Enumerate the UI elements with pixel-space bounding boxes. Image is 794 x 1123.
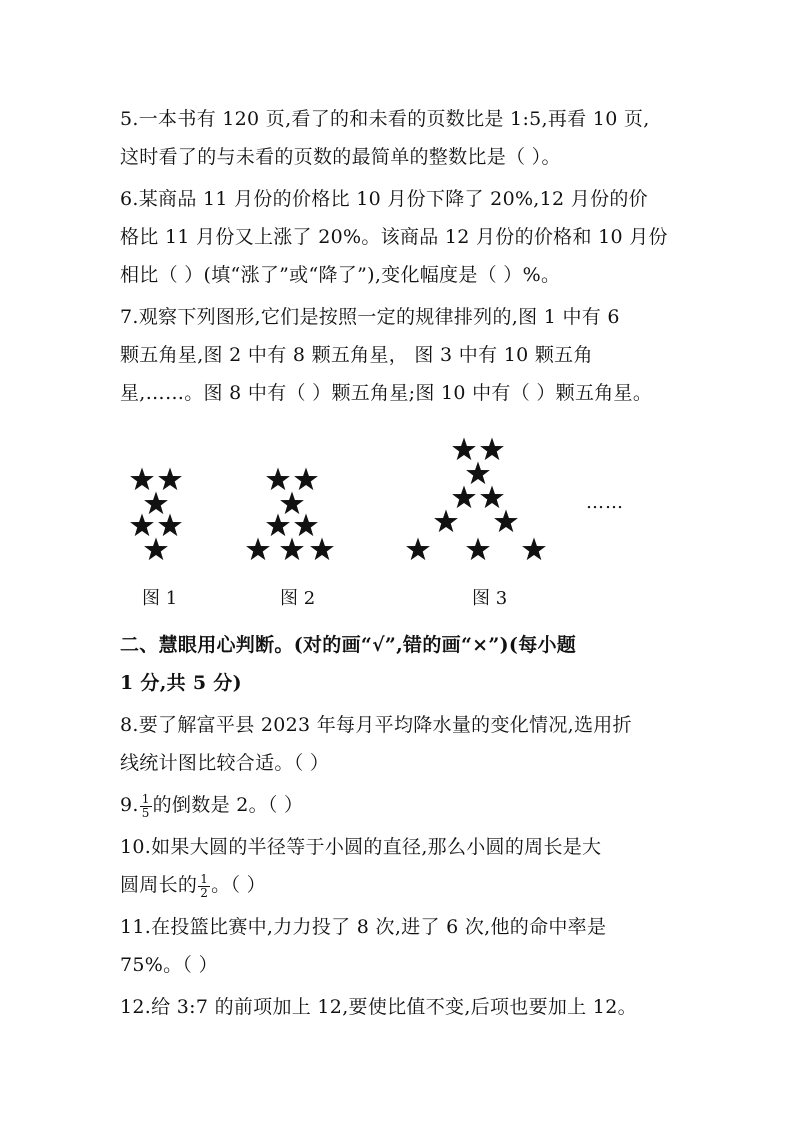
q9-fraction-numerator: 1 xyxy=(141,791,150,806)
q12-line-1: 12.给 3:7 的前项加上 12,要使比值不变,后项也要加上 12。 xyxy=(120,996,637,1018)
figure-label-2: 图 2 xyxy=(280,588,316,609)
q5-line-1: 5.一本书有 120 页,看了的和未看的页数比是 1:5,再看 10 页, xyxy=(120,108,650,130)
q10-line-2-prefix: 圆周长的 xyxy=(120,874,198,896)
star-icon xyxy=(246,538,270,561)
star-icon xyxy=(310,538,334,561)
figure-label-3: 图 3 xyxy=(472,588,508,609)
star-icon xyxy=(452,486,476,509)
star-icon xyxy=(406,538,430,561)
star-icon xyxy=(480,486,504,509)
q9-fraction-denominator: 5 xyxy=(141,805,150,820)
section-2-heading-line-2: 1 分,共 5 分) xyxy=(120,672,242,694)
star-icon xyxy=(158,468,182,491)
star-icon xyxy=(130,468,154,491)
q9-suffix: 的倒数是 2。（ ） xyxy=(152,794,304,816)
star-icon xyxy=(158,514,182,537)
q11-line-2: 75%。（ ） xyxy=(120,954,218,976)
q10-line-1: 10.如果大圆的半径等于小圆的直径,那么小圆的周长是大 xyxy=(120,836,602,858)
figure-label-1: 图 1 xyxy=(142,588,178,609)
star-icon xyxy=(494,510,518,533)
q10-fraction-numerator: 1 xyxy=(200,871,209,886)
star-icon xyxy=(144,492,168,515)
q8-line-1: 8.要了解富平县 2023 年每月平均降水量的变化情况,选用折 xyxy=(120,714,632,736)
q7-line-3: 星,……。图 8 中有（ ）颗五角星;图 10 中有（ ）颗五角星。 xyxy=(120,382,653,404)
star-icon xyxy=(294,514,318,537)
star-icon xyxy=(266,468,290,491)
q6-line-1: 6.某商品 11 月份的价格比 10 月份下降了 20%,12 月份的价 xyxy=(120,188,648,210)
q6-line-2: 格比 11 月份又上涨了 20%。该商品 12 月份的价格和 10 月份 xyxy=(120,226,668,248)
q10-fraction-denominator: 2 xyxy=(200,885,209,900)
q10-line-2 xyxy=(120,866,690,904)
star-icon xyxy=(130,514,154,537)
star-icon xyxy=(522,538,546,561)
section-2-heading-line-1: 二、慧眼用心判断。(对的画“√”,错的画“×”)(每小题 xyxy=(120,634,577,656)
star-icon xyxy=(280,492,304,515)
q9-fraction xyxy=(140,793,152,820)
worksheet-page-lower xyxy=(120,626,690,1026)
star-icon xyxy=(452,438,476,461)
q7-line-1: 7.观察下列图形,它们是按照一定的规律排列的,图 1 中有 6 xyxy=(120,306,620,328)
star-icon xyxy=(466,462,490,485)
star-icon xyxy=(294,468,318,491)
q10-line-2-suffix: 。（ ） xyxy=(211,874,266,896)
q8-line-2: 线统计图比较合适。（ ） xyxy=(120,752,330,774)
star-pattern-figures xyxy=(120,436,680,616)
q11-line-1: 11.在投篮比赛中,力力投了 8 次,进了 6 次,他的命中率是 xyxy=(120,916,607,938)
star-icon xyxy=(144,538,168,561)
q6-line-3: 相比（ ）(填“涨了”或“降了”),变化幅度是（ ）%。 xyxy=(120,264,561,286)
star-icon xyxy=(434,510,458,533)
q9-prefix: 9. xyxy=(120,794,139,816)
q7-line-2: 颗五角星,图 2 中有 8 颗五角星， 图 3 中有 10 颗五角 xyxy=(120,344,593,366)
star-icon xyxy=(280,538,304,561)
star-icon xyxy=(266,514,290,537)
q10-fraction xyxy=(198,873,210,900)
figure-ellipsis: …… xyxy=(586,492,624,513)
q5-line-2: 这时看了的与未看的页数的最简单的整数比是（ ）。 xyxy=(120,146,561,168)
star-icon xyxy=(480,438,504,461)
q9-line xyxy=(120,786,690,824)
star-icon xyxy=(466,538,490,561)
worksheet-page xyxy=(120,100,690,412)
